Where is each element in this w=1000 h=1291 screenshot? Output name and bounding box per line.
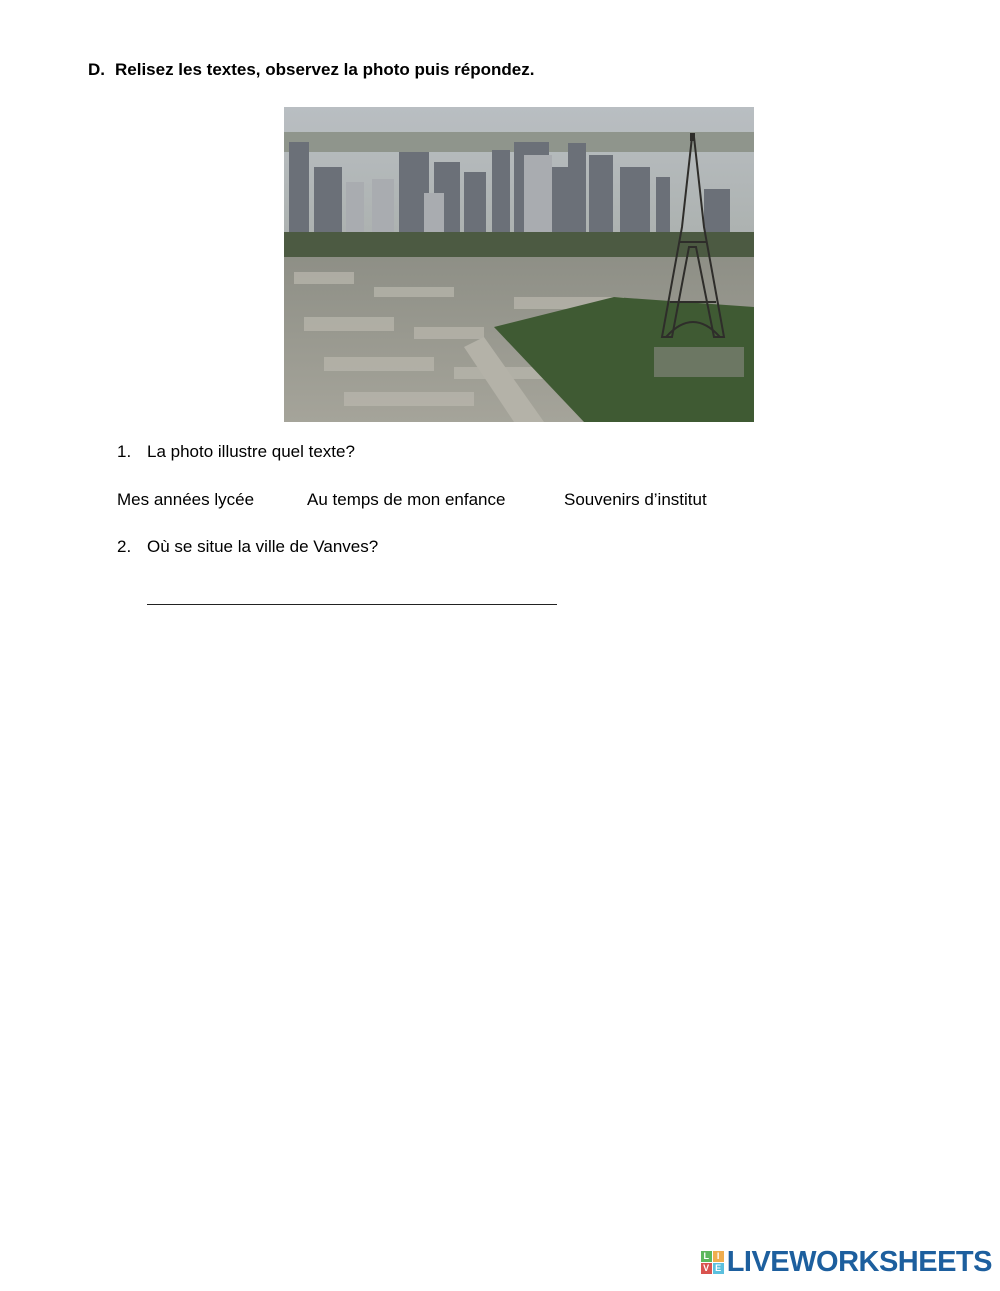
option-souvenirs-d-institut[interactable]: Souvenirs d’institut <box>564 490 707 509</box>
question-text: La photo illustre quel texte? <box>147 442 355 461</box>
brand-text: LIVEWORKSHEETS <box>726 1246 992 1278</box>
logo-letter: I <box>713 1251 724 1262</box>
liveworksheets-brand <box>701 1246 992 1279</box>
brand-logo-icon <box>701 1251 724 1274</box>
section-heading <box>88 60 534 80</box>
question-number: 1. <box>117 442 132 461</box>
question-1 <box>117 442 355 462</box>
logo-letter: V <box>701 1263 712 1274</box>
answer-options <box>117 490 757 514</box>
logo-letter: E <box>713 1263 724 1274</box>
logo-letter: L <box>701 1251 712 1262</box>
question-text: Où se situe la ville de Vanves? <box>147 537 379 556</box>
paris-aerial-photo <box>284 107 754 422</box>
answer-input-line[interactable] <box>147 604 557 605</box>
question-number: 2. <box>117 537 132 556</box>
question-2 <box>117 537 378 557</box>
option-au-temps-de-mon-enfance[interactable]: Au temps de mon enfance <box>307 490 506 509</box>
section-letter: D. <box>88 60 105 79</box>
section-instruction: Relisez les textes, observez la photo puis répondez. <box>115 60 535 79</box>
option-mes-annees-lycee[interactable]: Mes années lycée <box>117 490 255 509</box>
